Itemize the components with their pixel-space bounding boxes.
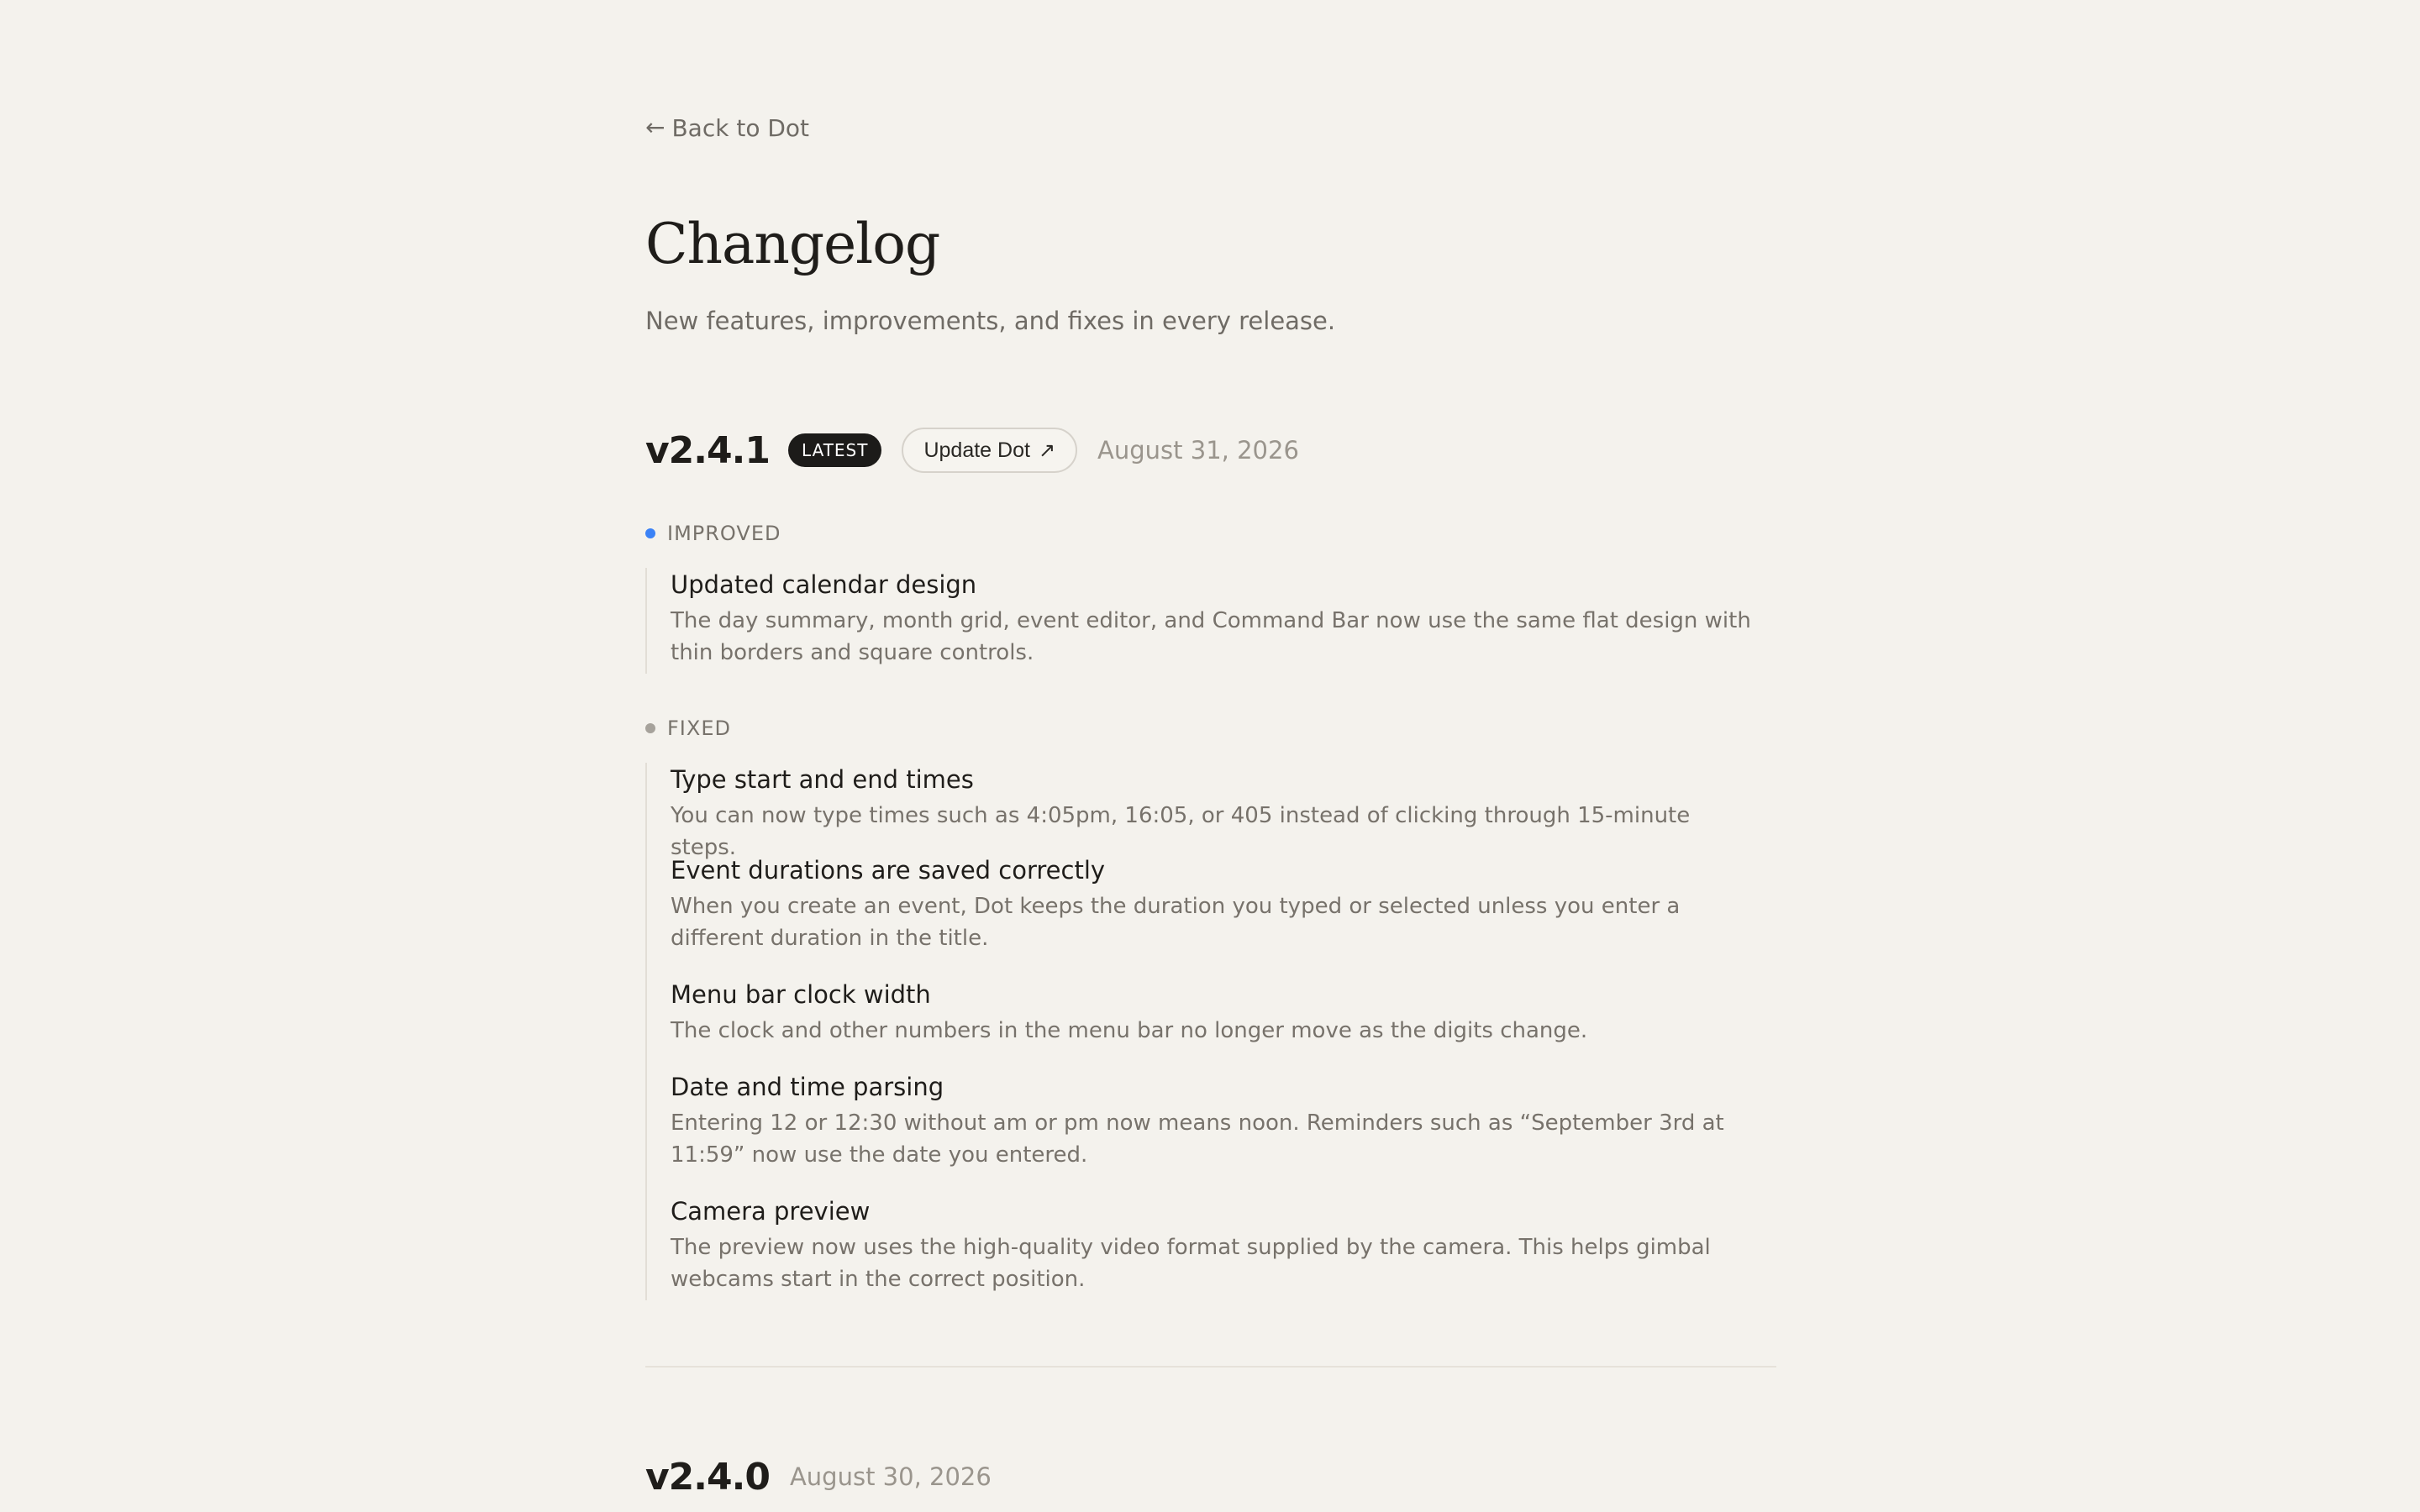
changelog-entry (671, 763, 1754, 864)
entry-description: The clock and other numbers in the menu bar no longer move as the digits change. (671, 1018, 1588, 1043)
release-header (645, 1450, 992, 1504)
changelog-entry (671, 1070, 1754, 1171)
entry-description: When you create an event, Dot keeps the duration you typed or selected unless you enter a different duration in the title. (671, 894, 1681, 951)
entry-title: Updated calendar design (671, 570, 977, 599)
update-button-label: Update Dot (923, 438, 1030, 462)
entry-title: Type start and end times (671, 765, 974, 794)
entry-description: Entering 12 or 12:30 without am or pm now means noon. Reminders such as “September 3rd at 11:59” now use the date you entered. (671, 1110, 1724, 1168)
release-date: August 31, 2026 (1097, 436, 1299, 465)
section-label-text: IMPROVED (667, 522, 781, 545)
arrow-left-icon: ← (645, 113, 666, 141)
external-link-icon: ↗ (1038, 438, 1056, 462)
entry-title: Event durations are saved correctly (671, 856, 1106, 885)
entry-description: The preview now uses the high-quality video format supplied by the camera. This helps gimbal webcams start in the correct position. (671, 1235, 1711, 1292)
page-subtitle: New features, improvements, and fixes in every release. (645, 307, 1336, 335)
release-version: v2.4.0 (645, 1455, 770, 1499)
changelog-entry (671, 568, 1754, 669)
release-date: August 30, 2026 (789, 1462, 992, 1491)
section-label-fixed (645, 711, 731, 745)
improved-dot-icon (645, 528, 655, 538)
release-version: v2.4.1 (645, 428, 770, 472)
page-title: Changelog (645, 212, 940, 276)
update-dot-button[interactable] (902, 428, 1077, 473)
release-header (645, 423, 1299, 477)
section-label-text: FIXED (667, 717, 731, 740)
changelog-entry (671, 978, 1754, 1047)
back-to-dot-link[interactable] (645, 108, 809, 148)
entry-title: Menu bar clock width (671, 980, 931, 1009)
release-divider (645, 1366, 1776, 1368)
changelog-entry (671, 1194, 1754, 1295)
improved-entries (645, 568, 1763, 674)
section-label-improved (645, 517, 781, 550)
entry-description: The day summary, month grid, event editor, and Command Bar now use the same flat design with thin borders and square controls. (671, 608, 1751, 665)
entry-title: Camera preview (671, 1197, 871, 1226)
fixed-entries (645, 763, 1763, 1300)
fixed-dot-icon (645, 723, 655, 733)
entry-description: You can now type times such as 4:05pm, 16:05, or 405 instead of clicking through 15-minute steps. (671, 803, 1691, 860)
back-link-label: Back to Dot (671, 113, 810, 142)
entry-title: Date and time parsing (671, 1073, 944, 1101)
latest-badge: LATEST (788, 433, 882, 467)
changelog-entry (671, 853, 1754, 954)
